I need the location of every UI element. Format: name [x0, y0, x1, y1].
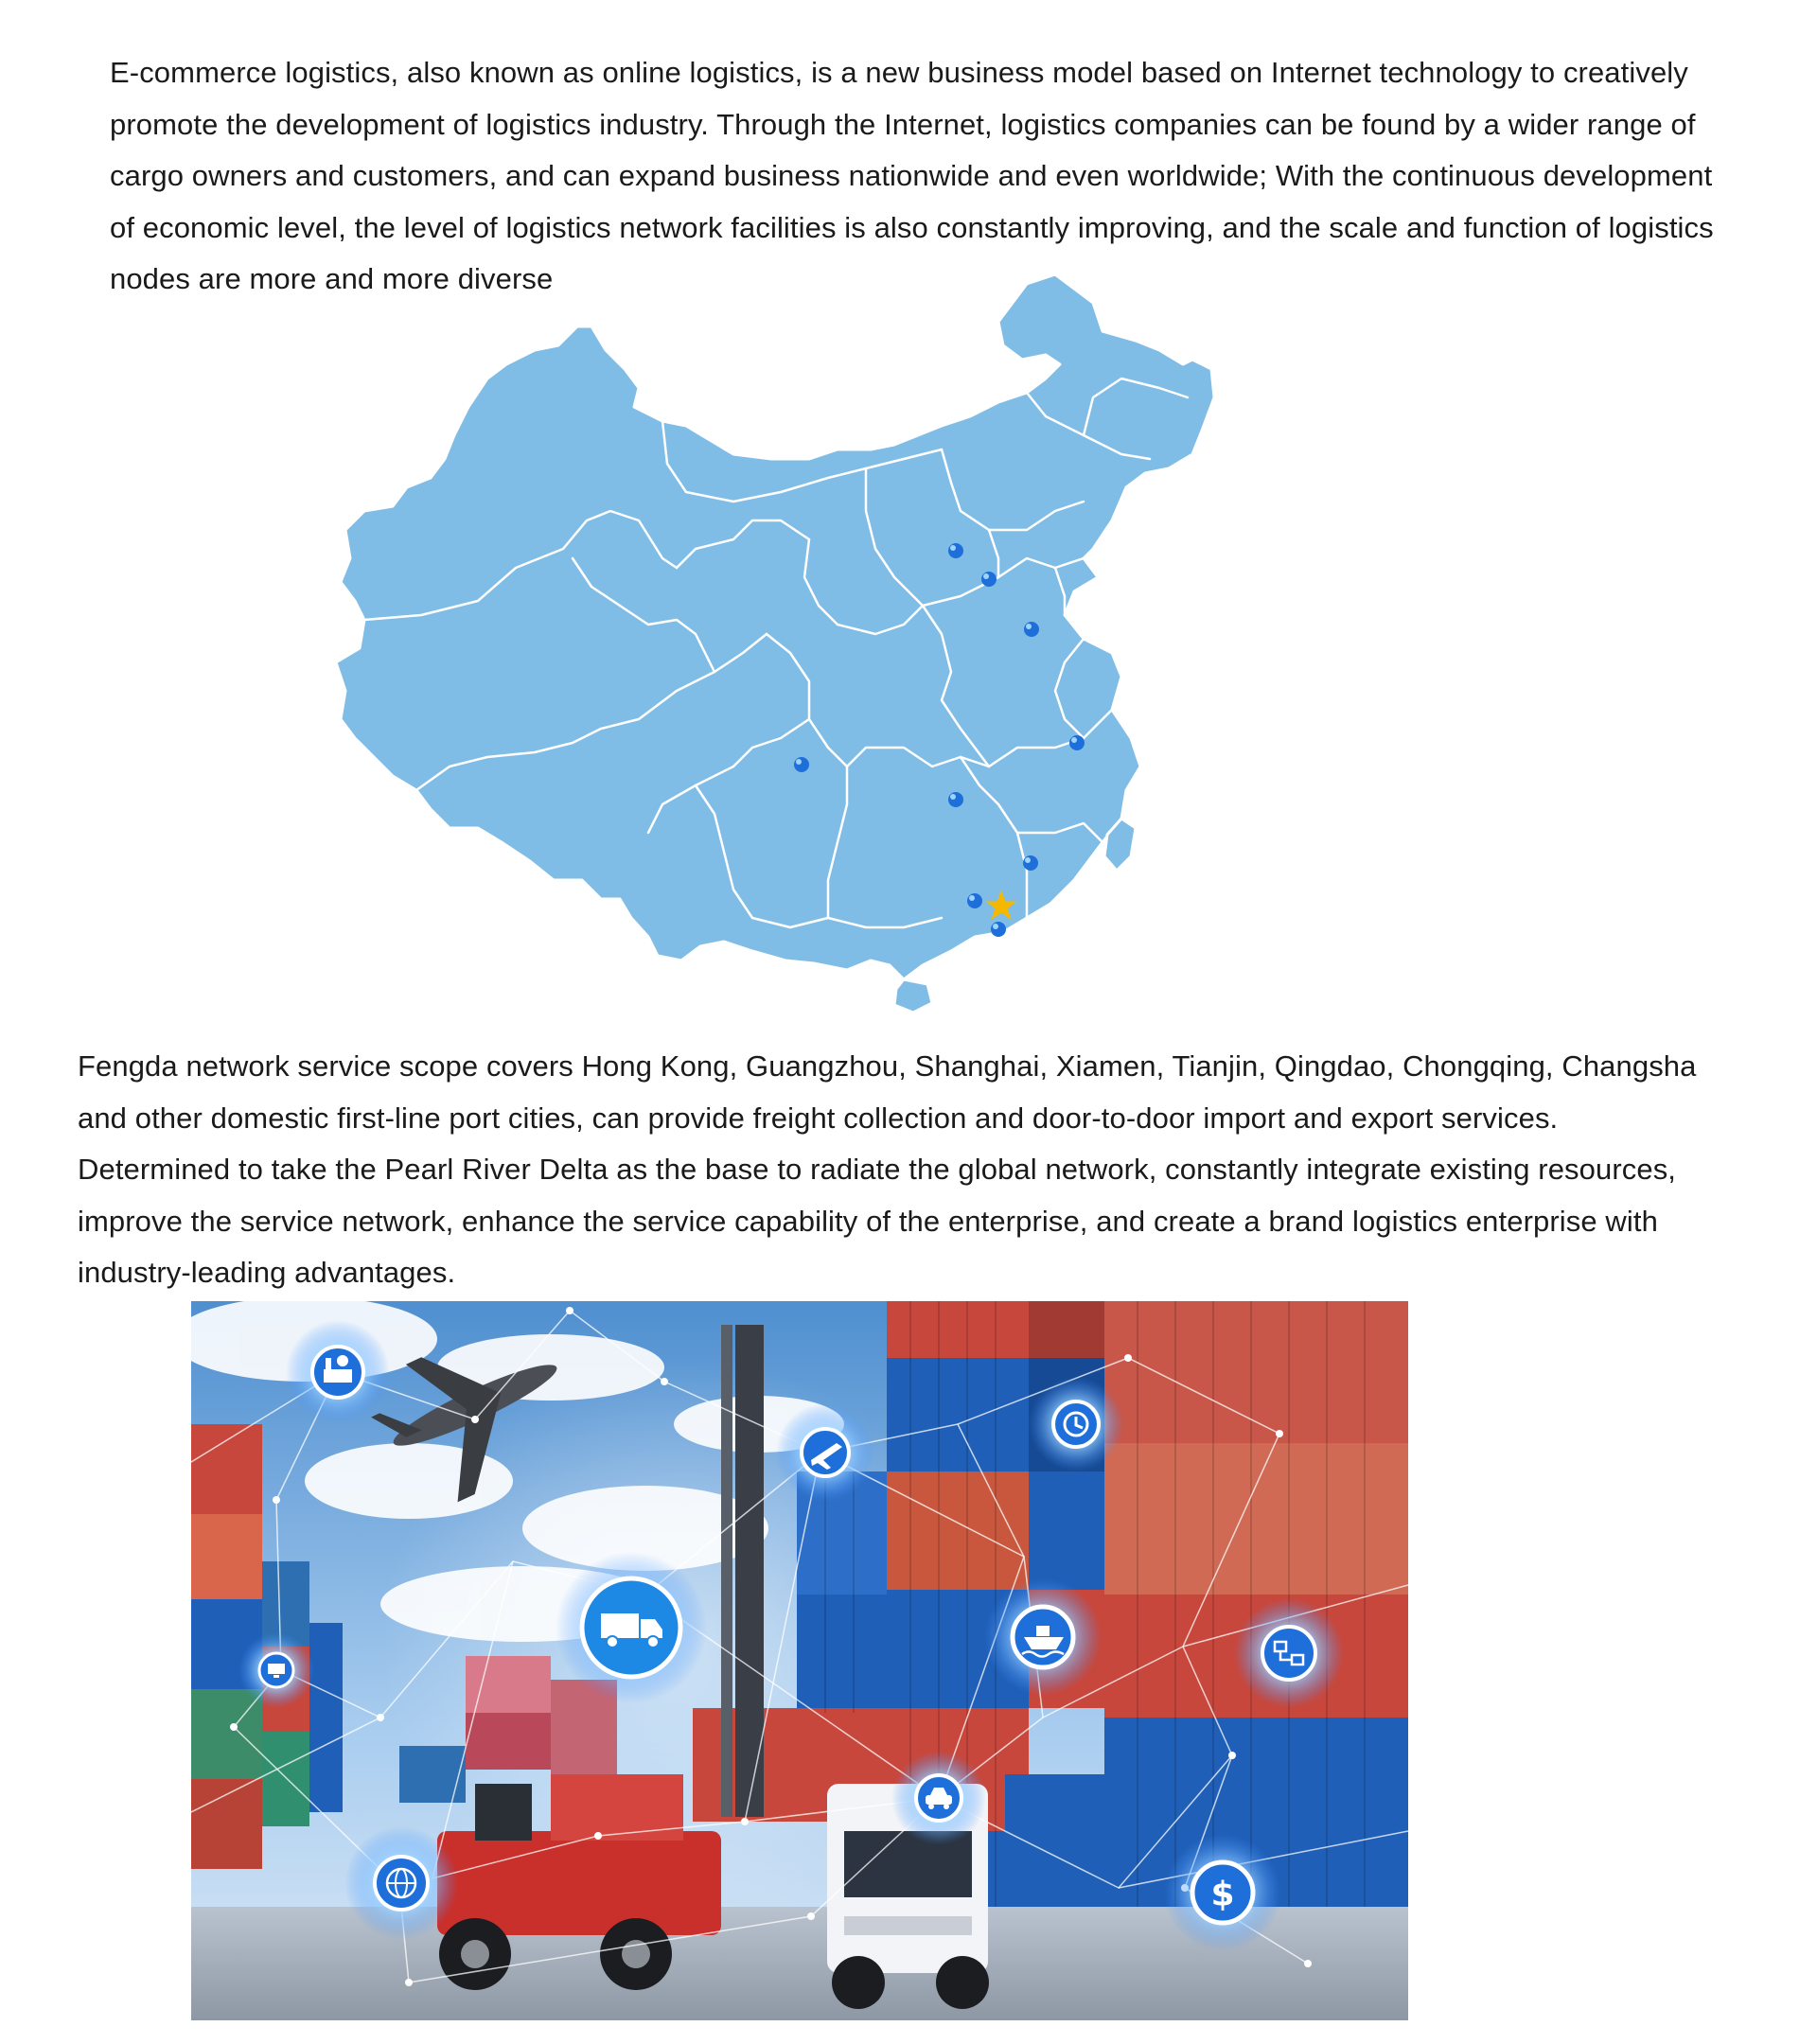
- taxi-icon: [891, 1751, 986, 1845]
- clock-icon: [1029, 1377, 1123, 1471]
- airplane-icon: [776, 1403, 874, 1502]
- china-service-map: [336, 274, 1226, 1013]
- globe-icon: [344, 1826, 458, 1940]
- scope-paragraph: Fengda network service scope covers Hong Kong, Guangzhou, Shanghai, Xiamen, Tianjin, Qingdao, Chongqing, Changsha and other domestic first-line port cities, can provide freight collection and door-to-door import and export services. Determined to take the Pearl River Delta as the base to radiate the global network, constantly integrate existing resources, improve the service network, enhance the service capability of the enterprise, and create a brand logistics enterprise with industry-leading advantages.: [78, 1049, 1697, 1289]
- city-pin-icon: [1023, 855, 1038, 871]
- network-icon: [1234, 1598, 1344, 1708]
- dollar-icon: [1164, 1834, 1281, 1951]
- city-pin-icon: [948, 543, 963, 558]
- crane-mast: [721, 1325, 764, 1817]
- intro-paragraph: E-commerce logistics, also known as online logistics, is a new business model based on Internet technology to creatively promote the development of logistics industry. Through the Internet, logistics companies can be found by a wider range of cargo owners and customers, and can expand business nationwide and even worldwide; With the continuous development of economic level, the level of logistics network facilities is also constantly improving, and the scale and function of logistics nodes are more and more diverse: [110, 56, 1714, 295]
- logistics-network-photo: [191, 1301, 1408, 2020]
- ship-icon: [984, 1578, 1102, 1696]
- city-pin-icon: [1069, 735, 1085, 750]
- city-pin-icon: [1024, 622, 1039, 637]
- city-pin-icon: [967, 893, 982, 908]
- china-landmass: [336, 274, 1214, 1013]
- truck-icon: [556, 1552, 707, 1703]
- factory-icon: [286, 1320, 390, 1424]
- dollar-glyph: $: [1210, 1875, 1235, 1914]
- city-pin-icon: [794, 757, 809, 772]
- city-pin-icon: [991, 922, 1006, 937]
- city-pin-icon: [981, 572, 997, 587]
- monitor-icon: [238, 1632, 314, 1708]
- city-pin-icon: [948, 792, 963, 807]
